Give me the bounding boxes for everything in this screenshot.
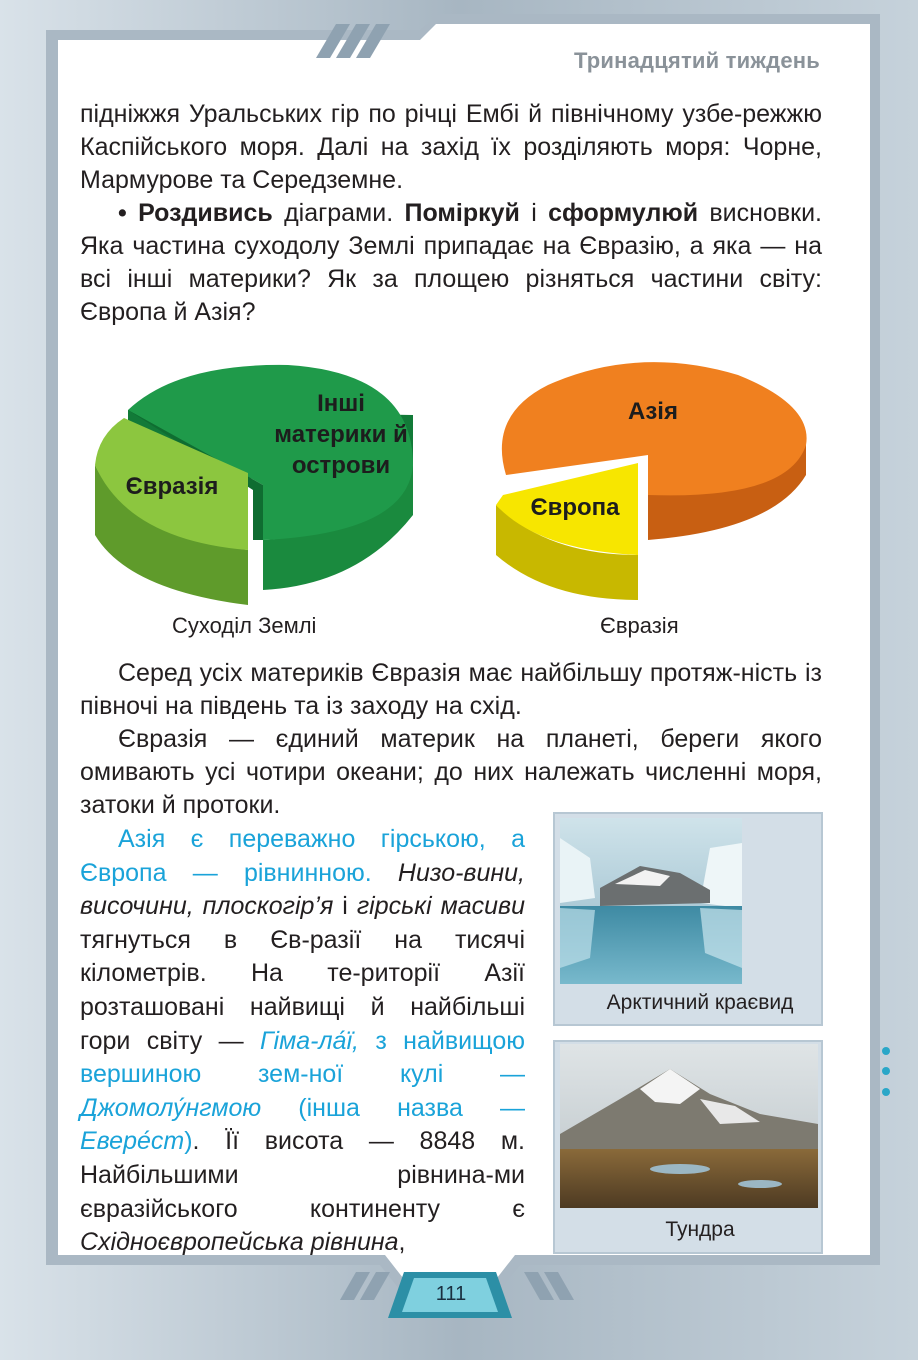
task-bullet: • bbox=[118, 199, 139, 227]
task-paragraph bbox=[80, 197, 822, 329]
page-number: 111 bbox=[435, 1283, 467, 1305]
relief-text-other-name: (інша назва — bbox=[261, 1093, 525, 1122]
relief-paragraph bbox=[80, 823, 525, 1260]
chart-eurasia bbox=[488, 355, 818, 615]
task-text-2: і bbox=[519, 199, 549, 227]
relief-term-himalayas: Гіма-ла́ї, bbox=[259, 1026, 359, 1055]
caption-earth-land: Суходіл Землі bbox=[172, 613, 317, 638]
label-asia: Азія bbox=[628, 398, 678, 425]
relief-term-2: гірські масиви bbox=[356, 892, 526, 921]
relief-text-1: і bbox=[333, 892, 357, 921]
task-word-1: Роздивись bbox=[138, 199, 273, 227]
relief-text-2: тягнуться в Єв-разії на тисячі кілометрів. На те-риторії Азії розташовані найвищі й найбільші гори світу — bbox=[80, 925, 525, 1055]
intro-block bbox=[80, 98, 822, 329]
relief-highlight: Азія є переважно гірською, а Європа — рівнинною. bbox=[80, 825, 525, 887]
relief-text-highest: з найвищою вершиною зем-ної кулі — bbox=[80, 1026, 526, 1089]
slice-asia bbox=[502, 362, 807, 495]
relief-term-1: Низо-вини, височини, плоскогір’я bbox=[80, 858, 525, 921]
relief-text-4: , bbox=[398, 1228, 406, 1257]
relief-term-everest: Евере́ст bbox=[80, 1127, 185, 1156]
paragraph-extent: Серед усіх материків Євразія має найбільшу протяж-ність із півночі на південь та із заходу на схід. bbox=[80, 659, 822, 720]
label-eurasia: Євразія bbox=[125, 473, 219, 500]
running-title: Тринадцятий тиждень bbox=[573, 48, 820, 73]
task-text-3: висновки. Яка частина суходолу Землі припадає на Євразію, а яка — на всі інші материки? Як за площею різняться частини світу: Європа й Азія? bbox=[80, 199, 822, 326]
relief-text-3: . Її висота — 8848 м. Найбільшими рівнина-ми євразійського континенту є bbox=[80, 1127, 525, 1223]
relief-text-close-paren: ) bbox=[184, 1127, 193, 1156]
paragraph-oceans: Євразія — єдиний материк на планеті, береги якого омивають усі чотири океани; до них належать численні моря, затоки й протоки. bbox=[80, 725, 822, 819]
relief-term-chomolungma: Джомолу́нгмою bbox=[80, 1093, 262, 1122]
caption-tundra: Тундра bbox=[665, 1218, 735, 1241]
caption-arctic: Арктичний краєвид bbox=[606, 991, 794, 1014]
task-word-2: Поміркуй bbox=[404, 199, 520, 227]
body-block bbox=[80, 657, 822, 822]
label-other-continents: Інші материки й острови bbox=[274, 390, 408, 479]
photo-tundra bbox=[560, 1044, 818, 1208]
caption-eurasia: Євразія bbox=[600, 613, 679, 638]
task-word-3: сформулюй bbox=[548, 199, 699, 227]
photo-arctic bbox=[560, 818, 742, 984]
task-text-1: діаграми. bbox=[272, 199, 405, 227]
label-europe: Європа bbox=[530, 494, 620, 521]
intro-paragraph: підніжжя Уральських гір по річці Ембі й північному узбе-режжю Каспійського моря. Далі на захід їх розділяють моря: Чорне, Мармурове та Середземне. bbox=[80, 100, 822, 194]
relief-term-plain: Східноєвропейська рівнина bbox=[80, 1228, 399, 1257]
